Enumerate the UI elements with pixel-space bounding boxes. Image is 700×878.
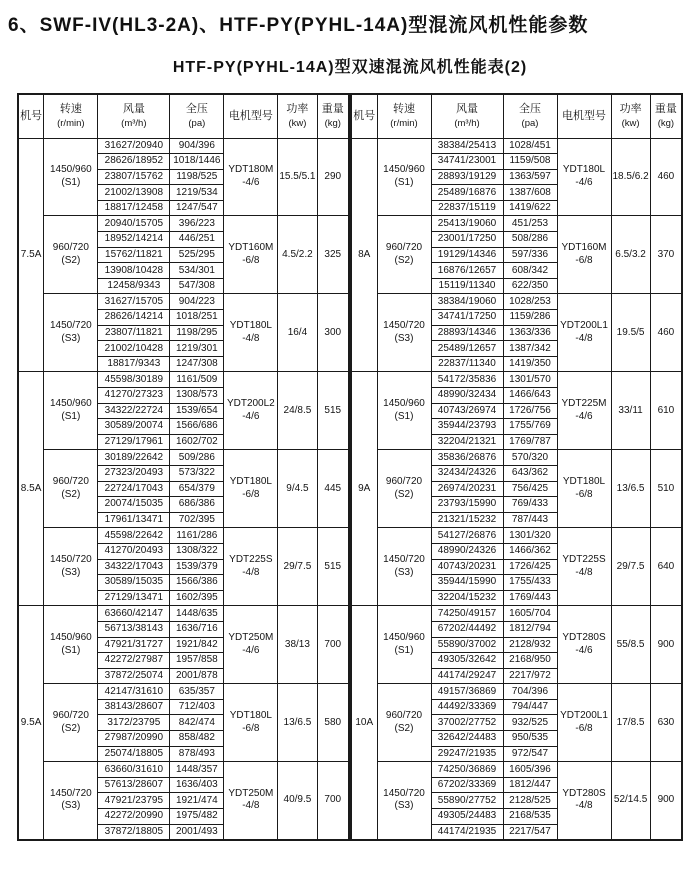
cell-airflow: 35836/26876 [431,450,503,466]
cell-airflow: 45598/30189 [98,372,170,388]
header-col-0: 机号 [18,94,44,138]
cell-pressure: 1539/654 [170,403,224,419]
cell-motor: YDT180L -6/8 [224,450,278,528]
cell-speed: 960/720 (S2) [377,216,431,294]
cell-pressure: 2001/878 [170,668,224,684]
cell-pressure: 1812/447 [503,777,557,793]
cell-power: 38/13 [278,606,317,684]
cell-pressure: 878/493 [170,746,224,762]
cell-weight: 900 [650,606,682,684]
cell-pressure: 508/286 [503,232,557,248]
cell-pressure: 1387/342 [503,341,557,357]
cell-model: 8.5A [18,372,44,606]
cell-airflow: 32434/24326 [431,465,503,481]
cell-pressure: 547/308 [170,278,224,294]
table-row [18,216,349,232]
cell-weight: 300 [317,294,349,372]
cell-power: 52/14.5 [611,762,650,840]
cell-motor: YDT200L1 -6/8 [557,684,611,762]
cell-airflow: 20074/15035 [98,497,170,513]
header-col-6: 重量 (kg) [650,94,682,138]
cell-pressure: 1161/286 [170,528,224,544]
cell-airflow: 34322/17043 [98,559,170,575]
cell-airflow: 32204/15232 [431,590,503,606]
header-col-1: 转速 (r/min) [377,94,431,138]
cell-weight: 510 [650,450,682,528]
cell-power: 24/8.5 [278,372,317,450]
cell-pressure: 1466/643 [503,388,557,404]
cell-pressure: 787/443 [503,512,557,528]
cell-pressure: 608/342 [503,263,557,279]
page-subtitle: HTF-PY(PYHL-14A)型双速混流风机性能表(2) [172,59,528,76]
cell-pressure: 1812/794 [503,621,557,637]
cell-airflow: 28626/14214 [98,310,170,326]
cell-pressure: 769/433 [503,497,557,513]
table-row [351,372,682,388]
cell-airflow: 38384/25413 [431,138,503,154]
table-row [351,216,682,232]
cell-weight: 445 [317,450,349,528]
header-col-1: 转速 (r/min) [44,94,98,138]
cell-airflow: 15762/11821 [98,247,170,263]
cell-pressure: 396/223 [170,216,224,232]
cell-pressure: 1726/425 [503,559,557,575]
cell-power: 29/7.5 [278,528,317,606]
cell-airflow: 21002/10428 [98,341,170,357]
cell-airflow: 74250/36869 [431,762,503,778]
cell-airflow: 21002/13908 [98,185,170,201]
cell-airflow: 17961/13471 [98,512,170,528]
cell-pressure: 1769/787 [503,434,557,450]
header-col-5: 功率 (kw) [278,94,317,138]
table-row [18,294,349,310]
cell-airflow: 13908/10428 [98,263,170,279]
cell-pressure: 1755/433 [503,575,557,591]
cell-pressure: 597/336 [503,247,557,263]
cell-pressure: 1219/301 [170,341,224,357]
cell-airflow: 41270/27323 [98,388,170,404]
cell-pressure: 1957/858 [170,653,224,669]
cell-airflow: 27323/20493 [98,465,170,481]
cell-motor: YDT225S -4/8 [557,528,611,606]
cell-speed: 960/720 (S2) [44,684,98,762]
cell-airflow: 28893/19129 [431,169,503,185]
cell-pressure: 842/474 [170,715,224,731]
cell-motor: YDT180L -4/8 [224,294,278,372]
cell-pressure: 1448/357 [170,762,224,778]
cell-airflow: 48990/24326 [431,543,503,559]
cell-airflow: 63660/31610 [98,762,170,778]
header-col-2: 风量 (m³/h) [431,94,503,138]
cell-airflow: 23001/17250 [431,232,503,248]
cell-airflow: 63660/42147 [98,606,170,622]
cell-power: 18.5/6.2 [611,138,650,216]
cell-pressure: 525/295 [170,247,224,263]
cell-pressure: 950/535 [503,731,557,747]
cell-airflow: 54127/26876 [431,528,503,544]
cell-pressure: 1308/573 [170,388,224,404]
cell-weight: 900 [650,762,682,840]
cell-pressure: 904/223 [170,294,224,310]
cell-motor: YDT180L -4/6 [557,138,611,216]
cell-speed: 1450/960 (S1) [377,372,431,450]
cell-airflow: 55890/27752 [431,793,503,809]
cell-pressure: 1769/443 [503,590,557,606]
cell-pressure: 1636/403 [170,777,224,793]
cell-pressure: 1247/308 [170,356,224,372]
cell-weight: 640 [650,528,682,606]
cell-airflow: 56713/38143 [98,621,170,637]
cell-weight: 630 [650,684,682,762]
cell-airflow: 47921/31727 [98,637,170,653]
cell-airflow: 29247/21935 [431,746,503,762]
cell-pressure: 712/403 [170,699,224,715]
cell-pressure: 2217/972 [503,668,557,684]
table-row [18,138,349,154]
cell-speed: 960/720 (S2) [377,450,431,528]
cell-airflow: 12458/9343 [98,278,170,294]
cell-airflow: 30589/15035 [98,575,170,591]
cell-pressure: 1301/570 [503,372,557,388]
cell-pressure: 704/396 [503,684,557,700]
cell-airflow: 25413/19060 [431,216,503,232]
cell-motor: YDT180L -6/8 [557,450,611,528]
cell-airflow: 18952/14214 [98,232,170,248]
cell-power: 40/9.5 [278,762,317,840]
cell-speed: 1450/720 (S3) [377,762,431,840]
cell-weight: 460 [650,138,682,216]
cell-weight: 515 [317,372,349,450]
table-row [18,450,349,466]
cell-airflow: 30589/20074 [98,419,170,435]
perf-table-right [350,93,683,841]
cell-weight: 580 [317,684,349,762]
cell-speed: 1450/720 (S3) [377,294,431,372]
table-row [351,684,682,700]
header-col-4: 电机型号 [557,94,611,138]
table-row [351,762,682,778]
cell-speed: 1450/960 (S1) [377,138,431,216]
cell-pressure: 534/301 [170,263,224,279]
cell-pressure: 1419/622 [503,200,557,216]
cell-airflow: 18817/9343 [98,356,170,372]
cell-speed: 1450/960 (S1) [377,606,431,684]
header-col-3: 全压 (pa) [170,94,224,138]
cell-pressure: 1921/842 [170,637,224,653]
cell-pressure: 446/251 [170,232,224,248]
cell-airflow: 27129/17961 [98,434,170,450]
cell-pressure: 1161/509 [170,372,224,388]
cell-pressure: 1308/322 [170,543,224,559]
cell-airflow: 23793/15990 [431,497,503,513]
cell-pressure: 1247/547 [170,200,224,216]
cell-power: 29/7.5 [611,528,650,606]
cell-pressure: 794/447 [503,699,557,715]
cell-power: 55/8.5 [611,606,650,684]
header-col-4: 电机型号 [224,94,278,138]
cell-pressure: 1363/336 [503,325,557,341]
cell-airflow: 57613/28607 [98,777,170,793]
table-row [351,606,682,622]
cell-motor: YDT225S -4/8 [224,528,278,606]
cell-power: 9/4.5 [278,450,317,528]
cell-airflow: 18817/12458 [98,200,170,216]
cell-airflow: 27987/20990 [98,731,170,747]
cell-airflow: 34741/23001 [431,154,503,170]
cell-weight: 325 [317,216,349,294]
cell-pressure: 2217/547 [503,824,557,840]
cell-power: 4.5/2.2 [278,216,317,294]
cell-airflow: 19129/14346 [431,247,503,263]
cell-speed: 960/720 (S2) [44,450,98,528]
cell-weight: 700 [317,762,349,840]
cell-airflow: 37872/25074 [98,668,170,684]
header-col-2: 风量 (m³/h) [98,94,170,138]
cell-pressure: 1602/702 [170,434,224,450]
cell-speed: 960/720 (S2) [377,684,431,762]
cell-pressure: 1363/597 [503,169,557,185]
cell-speed: 1450/720 (S3) [44,762,98,840]
header-col-5: 功率 (kw) [611,94,650,138]
page-title: 6、SWF-IV(HL3-2A)、HTF-PY(PYHL-14A)型混流风机性能参数 [8,15,589,36]
cell-airflow: 22724/17043 [98,481,170,497]
cell-pressure: 1921/474 [170,793,224,809]
cell-airflow: 42272/27987 [98,653,170,669]
table-row [351,528,682,544]
cell-airflow: 23807/15762 [98,169,170,185]
cell-pressure: 1566/386 [170,575,224,591]
cell-motor: YDT180M -4/6 [224,138,278,216]
tables-container [0,93,700,841]
cell-speed: 1450/720 (S3) [44,294,98,372]
cell-motor: YDT160M -6/8 [557,216,611,294]
cell-airflow: 35944/15990 [431,575,503,591]
cell-power: 19.5/5 [611,294,650,372]
cell-power: 13/6.5 [278,684,317,762]
cell-pressure: 1028/451 [503,138,557,154]
cell-power: 33/11 [611,372,650,450]
cell-power: 13/6.5 [611,450,650,528]
table-row [18,528,349,544]
cell-model: 8A [351,138,377,372]
cell-airflow: 32204/21321 [431,434,503,450]
cell-airflow: 25489/12657 [431,341,503,357]
cell-airflow: 37872/18805 [98,824,170,840]
cell-motor: YDT200L2 -4/6 [224,372,278,450]
cell-pressure: 1636/716 [170,621,224,637]
cell-power: 16/4 [278,294,317,372]
cell-weight: 460 [650,294,682,372]
cell-airflow: 25074/18805 [98,746,170,762]
cell-pressure: 451/253 [503,216,557,232]
cell-pressure: 932/525 [503,715,557,731]
cell-airflow: 42272/20990 [98,809,170,825]
cell-pressure: 1018/1446 [170,154,224,170]
cell-motor: YDT200L1 -4/8 [557,294,611,372]
cell-model: 9A [351,372,377,606]
cell-airflow: 16876/12657 [431,263,503,279]
cell-pressure: 1602/395 [170,590,224,606]
cell-airflow: 21321/15232 [431,512,503,528]
cell-pressure: 756/425 [503,481,557,497]
header-col-6: 重量 (kg) [317,94,349,138]
cell-airflow: 49305/32642 [431,653,503,669]
cell-pressure: 1605/396 [503,762,557,778]
cell-motor: YDT250M -4/6 [224,606,278,684]
cell-airflow: 26974/20231 [431,481,503,497]
cell-pressure: 2128/932 [503,637,557,653]
cell-pressure: 2168/950 [503,653,557,669]
cell-airflow: 34741/17250 [431,310,503,326]
cell-airflow: 67202/44492 [431,621,503,637]
cell-weight: 700 [317,606,349,684]
cell-pressure: 1566/686 [170,419,224,435]
cell-weight: 290 [317,138,349,216]
cell-pressure: 858/482 [170,731,224,747]
cell-airflow: 38384/19060 [431,294,503,310]
cell-model: 7.5A [18,138,44,372]
cell-airflow: 34322/22724 [98,403,170,419]
cell-pressure: 1419/350 [503,356,557,372]
cell-motor: YDT225M -4/6 [557,372,611,450]
cell-speed: 1450/960 (S1) [44,138,98,216]
cell-model: 10A [351,606,377,840]
cell-airflow: 20940/15705 [98,216,170,232]
cell-airflow: 22837/15119 [431,200,503,216]
cell-pressure: 1198/295 [170,325,224,341]
cell-motor: YDT180L -6/8 [224,684,278,762]
cell-airflow: 44174/21935 [431,824,503,840]
cell-airflow: 55890/37002 [431,637,503,653]
cell-pressure: 904/396 [170,138,224,154]
perf-table-left [17,93,350,841]
table-row [18,372,349,388]
cell-pressure: 635/357 [170,684,224,700]
cell-motor: YDT280S -4/8 [557,762,611,840]
cell-speed: 1450/720 (S3) [377,528,431,606]
cell-pressure: 702/395 [170,512,224,528]
cell-airflow: 25489/16876 [431,185,503,201]
header-col-0: 机号 [351,94,377,138]
cell-airflow: 40743/26974 [431,403,503,419]
cell-pressure: 1975/482 [170,809,224,825]
table-row [18,762,349,778]
cell-airflow: 28893/14346 [431,325,503,341]
cell-airflow: 23807/11821 [98,325,170,341]
table-row [351,294,682,310]
cell-speed: 1450/960 (S1) [44,372,98,450]
cell-pressure: 509/286 [170,450,224,466]
cell-airflow: 41270/20493 [98,543,170,559]
cell-weight: 610 [650,372,682,450]
cell-power: 15.5/5.1 [278,138,317,216]
cell-pressure: 622/350 [503,278,557,294]
cell-pressure: 1219/534 [170,185,224,201]
cell-pressure: 2128/525 [503,793,557,809]
cell-airflow: 31627/15705 [98,294,170,310]
cell-airflow: 44492/33369 [431,699,503,715]
cell-airflow: 49305/24483 [431,809,503,825]
cell-model: 9.5A [18,606,44,840]
cell-airflow: 40743/20231 [431,559,503,575]
table-row [18,684,349,700]
cell-airflow: 28626/18952 [98,154,170,170]
cell-power: 17/8.5 [611,684,650,762]
cell-airflow: 35944/23793 [431,419,503,435]
cell-motor: YDT280S -4/6 [557,606,611,684]
cell-airflow: 22837/11340 [431,356,503,372]
cell-weight: 370 [650,216,682,294]
cell-pressure: 1198/525 [170,169,224,185]
cell-pressure: 686/386 [170,497,224,513]
cell-pressure: 1605/704 [503,606,557,622]
cell-airflow: 47921/23795 [98,793,170,809]
cell-pressure: 1028/253 [503,294,557,310]
cell-pressure: 573/322 [170,465,224,481]
cell-airflow: 42147/31610 [98,684,170,700]
cell-pressure: 643/362 [503,465,557,481]
cell-airflow: 3172/23795 [98,715,170,731]
cell-pressure: 570/320 [503,450,557,466]
cell-airflow: 32642/24483 [431,731,503,747]
cell-pressure: 1387/608 [503,185,557,201]
cell-speed: 960/720 (S2) [44,216,98,294]
cell-airflow: 45598/22642 [98,528,170,544]
cell-weight: 515 [317,528,349,606]
cell-pressure: 1448/635 [170,606,224,622]
cell-pressure: 1018/251 [170,310,224,326]
header-col-3: 全压 (pa) [503,94,557,138]
cell-pressure: 1159/508 [503,154,557,170]
cell-pressure: 2168/535 [503,809,557,825]
cell-airflow: 44174/29247 [431,668,503,684]
cell-pressure: 2001/493 [170,824,224,840]
cell-pressure: 1755/769 [503,419,557,435]
cell-pressure: 654/379 [170,481,224,497]
cell-airflow: 37002/27752 [431,715,503,731]
cell-airflow: 49157/36869 [431,684,503,700]
cell-motor: YDT160M -6/8 [224,216,278,294]
table-row [351,138,682,154]
cell-power: 6.5/3.2 [611,216,650,294]
cell-speed: 1450/720 (S3) [44,528,98,606]
cell-speed: 1450/960 (S1) [44,606,98,684]
cell-airflow: 38143/28607 [98,699,170,715]
cell-airflow: 74250/49157 [431,606,503,622]
cell-airflow: 27129/13471 [98,590,170,606]
table-row [18,606,349,622]
cell-pressure: 1301/320 [503,528,557,544]
cell-pressure: 1159/286 [503,310,557,326]
cell-airflow: 30189/22642 [98,450,170,466]
cell-airflow: 54172/35836 [431,372,503,388]
cell-pressure: 1726/756 [503,403,557,419]
cell-pressure: 1466/362 [503,543,557,559]
cell-airflow: 67202/33369 [431,777,503,793]
cell-motor: YDT250M -4/8 [224,762,278,840]
cell-pressure: 972/547 [503,746,557,762]
table-row [351,450,682,466]
cell-airflow: 48990/32434 [431,388,503,404]
cell-airflow: 31627/20940 [98,138,170,154]
cell-pressure: 1539/379 [170,559,224,575]
cell-airflow: 15119/11340 [431,278,503,294]
